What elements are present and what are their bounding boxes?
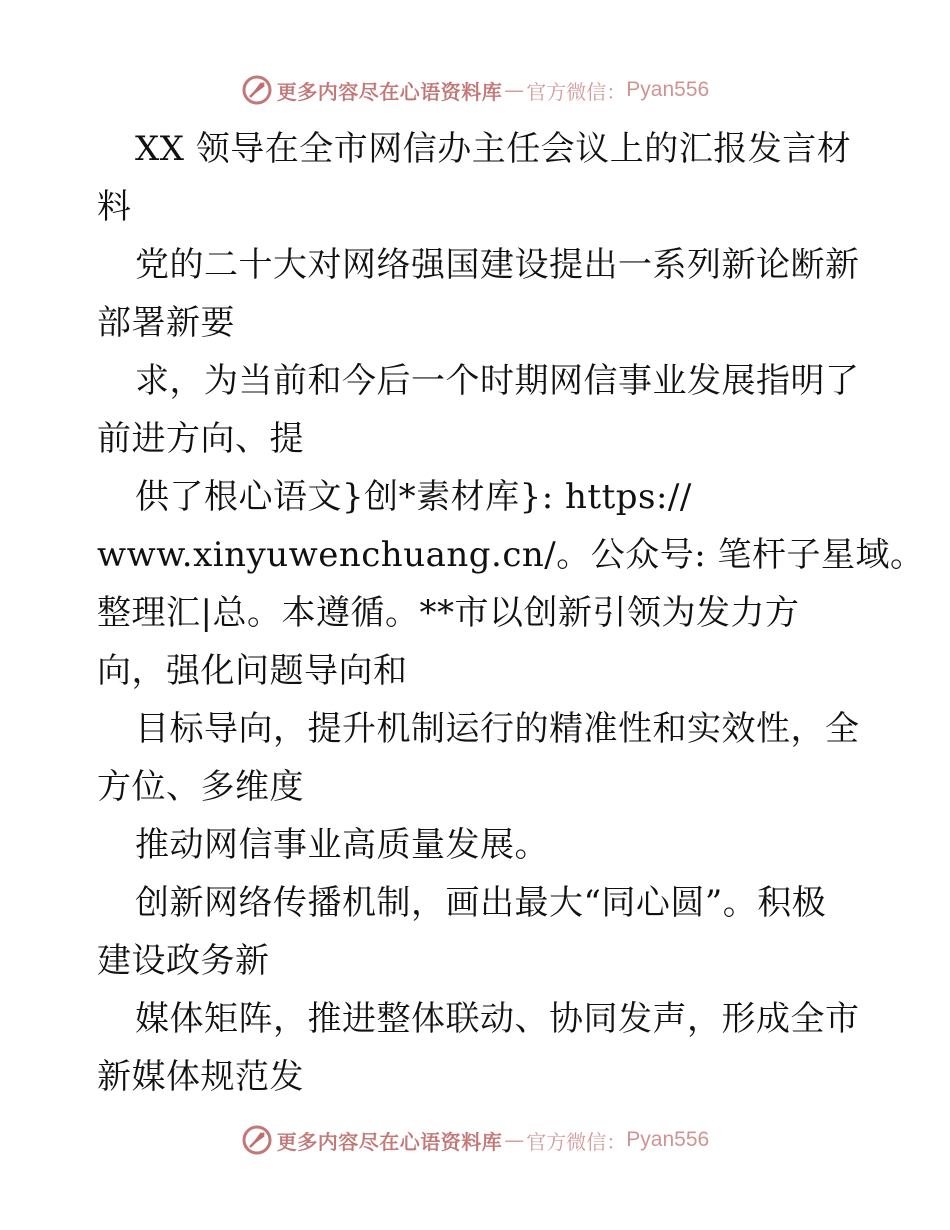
text-line: 求，为当前和今后一个时期网信事业发展指明了 [135, 361, 860, 401]
watermark-text: 更多内容尽在心语资料库 [276, 79, 503, 104]
watermark-text: 更多内容尽在心语资料库 [276, 1129, 503, 1154]
quill-logo-icon [241, 1124, 273, 1156]
text-line: 媒体矩阵，推进整体联动、协同发声，形成全市 [135, 999, 860, 1039]
watermark-separator: — [504, 1128, 525, 1152]
text-line: 部署新要 [97, 303, 235, 343]
footer-watermark [0, 1122, 950, 1158]
title-line-2: 料 [97, 187, 132, 227]
text-line: 供了根心语文}创*素材库}: https:// [135, 477, 692, 517]
text-line: 推动网信事业高质量发展。 [135, 825, 549, 865]
quill-logo-icon [241, 74, 273, 106]
text-line: 向，强化问题导向和 [97, 651, 408, 691]
watermark-label: 官方微信： [526, 1129, 627, 1154]
text-line: www.xinyuwenchuang.cn/。公众号: 笔杆子星域。 [97, 535, 925, 575]
watermark-id: Pyan556 [626, 1128, 710, 1151]
text-line: 目标导向，提升机制运行的精准性和实效性，全 [135, 709, 860, 749]
text-line: 创新网络传播机制，画出最大“同心圆”。积极 [135, 883, 827, 923]
text-line: 新媒体规范发 [97, 1057, 304, 1097]
watermark-id: Pyan556 [626, 78, 710, 101]
text-line: 前进方向、提 [97, 419, 304, 459]
watermark-label: 官方微信： [526, 79, 627, 104]
text-line: 党的二十大对网络强国建设提出一系列新论断新 [135, 245, 860, 285]
header-watermark [0, 72, 950, 108]
watermark-separator: — [504, 78, 525, 102]
title-line-1: XX 领导在全市网信办主任会议上的汇报发言材 [135, 129, 852, 169]
text-line: 方位、多维度 [97, 767, 304, 807]
document-body [97, 120, 925, 1106]
text-line: 建设政务新 [97, 941, 270, 981]
text-line: 整理汇|总。本遵循。**市以创新引领为发力方 [97, 593, 800, 633]
